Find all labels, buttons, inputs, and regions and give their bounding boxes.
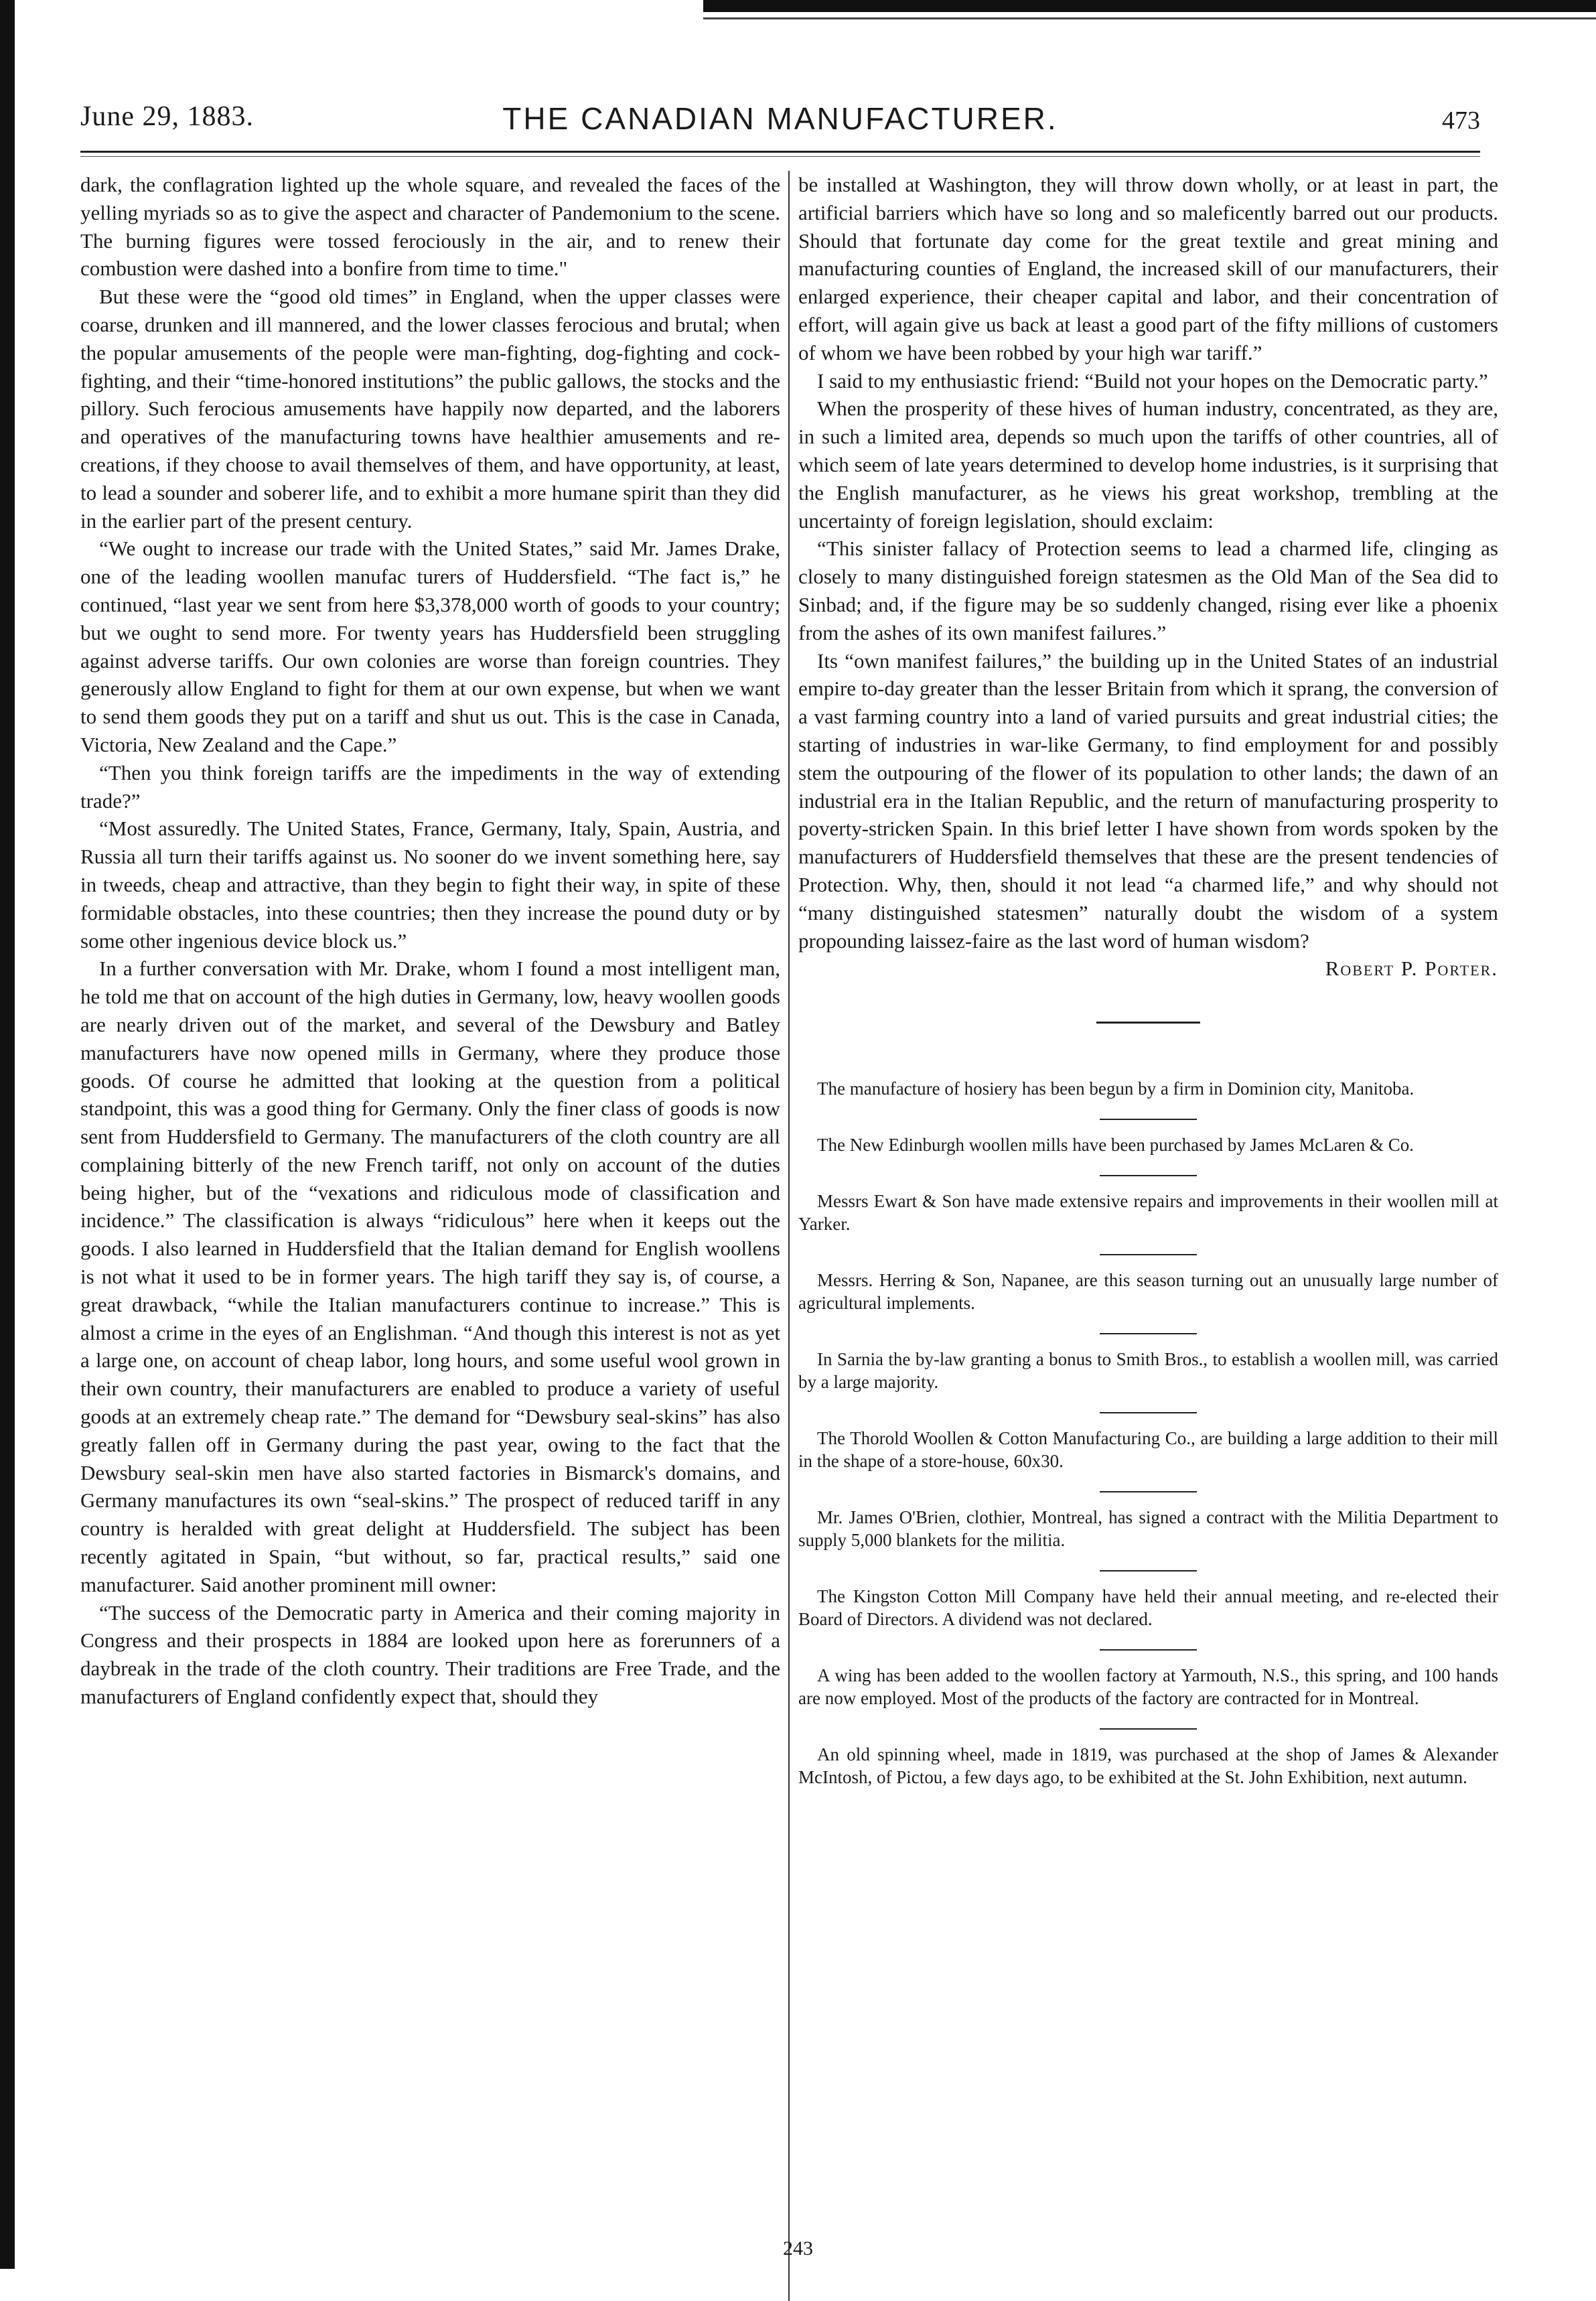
article-paragraph: In a further conversation with Mr. Drake, whom I found a most intelligent man, he told me that on account of the high duties in Germany, low, heavy woollen goods are nearly driven out of the market, and several of the Dewsbury and Batley manufacturers have now opened mills in Germany, where they produce those goods. Of course he admitted that looking at the question from a political standpoint, this was a good thing for Germany. Only the finer class of goods is now sent from Huddersfield to Germany. The manufacturers of the cloth country are all complaining bitterly of the new French tariff, not only on account of the duties being higher, but of the “vexations and ridiculous mode of classification and incidence.” The classification is always “ridiculous” here when it keeps out the goods. I also learned in Huddersfield that the Italian demand for English woollens is not what it used to be in former years. The high tariff they say is, of course, a great drawback, “while the Italian manufacturers continue to increase.” This is almost a crime in the eyes of an Englishman. “And though this interest is not as yet a large one, on account of cheap labor, long hours, and some useful wool grown in their own country, their manufacturers are enabled to produce a variety of useful goods at an extremely cheap rate.” The demand for “Dewsbury seal-skins” has also greatly fallen off in Germany during the past year, owing to the fact that the Dewsbury seal-skin men have also started factories in Bismarck's domains, and Germany manufactures its own “seal-skins.” The prospect of reduced tariff in any country is heralded with great delight at Huddersfield. The subject has been recently agitated in Spain, “but without, so far, practical results,” said one manufacturer. Said another prominent mill owner: bbox=[80, 957, 780, 1596]
issue-date: June 29, 1883. bbox=[80, 101, 254, 132]
left-column bbox=[80, 171, 780, 1711]
article-paragraph: I said to my enthusiastic friend: “Build not your hopes on the Democratic party.” bbox=[817, 368, 1488, 393]
article-paragraph: Its “own manifest failures,” the building up in the United States of an industrial empire to-day greater than the lesser Britain from which it sprang, the conversion of a vast farming country into a land of varied pursuits and great industrial cities; the starting of industries in war-like Germany, to find employment for and possibly stem the outpouring of the flower of its population to other lands; the dawn of an industrial era in the Italian Republic, and the return of manufacturing prosperity to poverty-stricken Spain. In this brief letter I have shown from words spoken by the manufacturers of Huddersfield themselves that these are the present tendencies of Protection. Why, then, should it not lead “a charmed life,” and why should not “many distinguished statesmen” naturally doubt the wisdom of a system propounding laissez-faire as the last word of human wisdom? bbox=[798, 648, 1498, 953]
news-item: In Sarnia the by-law granting a bonus to Smith Bros., to establish a woollen mill, was carried by a large majority. bbox=[798, 1349, 1498, 1393]
news-item: An old spinning wheel, made in 1819, was purchased at the shop of James & Alexander McIntosh, of Pictou, a few days ago, to be exhibited at the St. John Exhibition, next autumn. bbox=[798, 1744, 1498, 1788]
article-paragraph: “Then you think foreign tariffs are the impediments in the way of extending trade?” bbox=[80, 760, 780, 813]
right-column bbox=[798, 171, 1498, 1789]
publication-title: THE CANADIAN MANUFACTURER. bbox=[502, 101, 1058, 136]
news-separator bbox=[1100, 1254, 1197, 1255]
folio-number: 243 bbox=[783, 2237, 813, 2259]
news-item: The Kingston Cotton Mill Company have held their annual meeting, and re-elected their Board of Directors. A dividend was not declared. bbox=[798, 1586, 1498, 1630]
news-item: Messrs. Herring & Son, Napanee, are this season turning out an unusually large number of agricultural implements. bbox=[798, 1270, 1498, 1314]
scan-edge-top bbox=[703, 0, 1596, 12]
article-paragraph: dark, the conflagration lighted up the whole square, and revealed the faces of the yelling myriads so as to give the aspect and character of Pandemonium to the scene. The burning figures were tossed ferociously in the air, and to renew their combustion were dashed into a bonfire from time to time." bbox=[80, 173, 780, 281]
news-item: The New Edinburgh woollen mills have been purchased by James McLaren & Co. bbox=[817, 1135, 1414, 1156]
news-separator bbox=[1100, 1491, 1197, 1492]
article-paragraph: “The success of the Democratic party in America and their coming majority in Congress and their prospects in 1884 are looked upon here as forerunners of a daybreak in the trade of the cloth country. Their traditions are Free Trade, and the manufacturers of England confidently expect that, should they bbox=[80, 1600, 780, 1709]
page-header bbox=[80, 100, 1480, 147]
page-number: 473 bbox=[1442, 107, 1480, 135]
scan-edge-top-rule bbox=[703, 17, 1596, 19]
article-paragraph: But these were the “good old times” in England, when the upper classes were coarse, drunken and ill mannered, and the lower classes ferocious and brutal; when the popular amusements of the people were man-fighting, dog-fighting and cock-fighting, and their “time-honored institutions” the public gallows, the stocks and the pillory. Such ferocious amusements have happily now departed, and the laborers and operatives of the manufacturing towns have healthier amusements and re-creations, if they choose to avail themselves of them, and have opportunity, at least, to lead a sounder and soberer life, and to exhibit a more humane spirit than they did in the earlier part of the present century. bbox=[80, 285, 780, 533]
news-separator bbox=[1100, 1175, 1197, 1176]
article-paragraph: “This sinister fallacy of Protection seems to lead a charmed life, clinging as closely to many distinguished foreign statesmen as the Old Man of the Sea did to Sinbad; and, if the figure may be so suddenly changed, rising ever like a phoenix from the ashes of its own manifest failures.” bbox=[798, 537, 1498, 644]
section-separator bbox=[1096, 1022, 1200, 1024]
news-separator bbox=[1100, 1570, 1197, 1572]
news-item: Messrs Ewart & Son have made extensive repairs and improvements in their woollen mill at Yarker. bbox=[798, 1191, 1498, 1235]
news-separator bbox=[1100, 1333, 1197, 1334]
news-item: The Thorold Woollen & Cotton Manufacturing Co., are building a large addition to their mill in the shape of a store-house, 60x30. bbox=[798, 1428, 1498, 1472]
article-paragraph: be installed at Washington, they will throw down wholly, or at least in part, the artificial barriers which have so long and so maleficently barred out our products. Should that fortunate day come for the great textile and great mining and manufacturing counties of England, the increased skill of our manufacturers, their enlarged experience, their cheaper capital and labor, and their concentration of effort, will again give us back at least a good part of the fifty millions of customers of whom we have been robbed by your high war tariff.” bbox=[798, 173, 1498, 364]
news-separator bbox=[1100, 1119, 1197, 1120]
news-separator bbox=[1100, 1412, 1197, 1413]
news-items bbox=[798, 1077, 1498, 1789]
article-paragraph: “Most assuredly. The United States, France, Germany, Italy, Spain, Austria, and Russia all turn their tariffs against us. No sooner do we invent something here, say in tweeds, cheap and attractive, than they begin to fight their way, in spite of these formidable obstacles, into these countries; then they increase the pound duty or by some other ingenious device block us.” bbox=[80, 817, 780, 953]
news-separator bbox=[1100, 1728, 1197, 1730]
news-item: The manufacture of hosiery has been begun by a firm in Dominion city, Manitoba. bbox=[817, 1078, 1414, 1099]
scan-edge-left bbox=[0, 0, 15, 2269]
header-rule-thin bbox=[80, 156, 1480, 157]
column-divider bbox=[788, 171, 790, 2301]
news-item: A wing has been added to the woollen factory at Yarmouth, N.S., this spring, and 100 hands are now employed. Most of the products of the factory are contracted for in Montreal. bbox=[798, 1665, 1498, 1709]
news-separator bbox=[1100, 1649, 1197, 1651]
article-paragraph: “We ought to increase our trade with the United States,” said Mr. James Drake, one of the leading woollen manufac turers of Huddersfield. “The fact is,” he continued, “last year we sent from here $3,378,000 worth of goods to your country; but we ought to send more. For twenty years has Huddersfield been struggling against adverse tariffs. Our own colonies are worse than foreign countries. They generously allow England to fight for them at our own expense, but when we want to send them goods they put on a tariff and shut us out. This is the case in Canada, Victoria, New Zealand and the Cape.” bbox=[80, 537, 780, 756]
article-paragraph: When the prosperity of these hives of human industry, concentrated, as they are, in such a limited area, depends so much upon the tariffs of other countries, all of which seem of late years determined to develop home industries, is it surprising that the English manufacturer, as he views his great workshop, trembling at the uncertainty of foreign legislation, should exclaim: bbox=[798, 397, 1498, 533]
news-item: Mr. James O'Brien, clothier, Montreal, has signed a contract with the Militia Department to supply 5,000 blankets for the militia. bbox=[798, 1507, 1498, 1551]
author-signature: Robert P. Porter. bbox=[1325, 957, 1498, 981]
header-rule bbox=[80, 151, 1480, 153]
